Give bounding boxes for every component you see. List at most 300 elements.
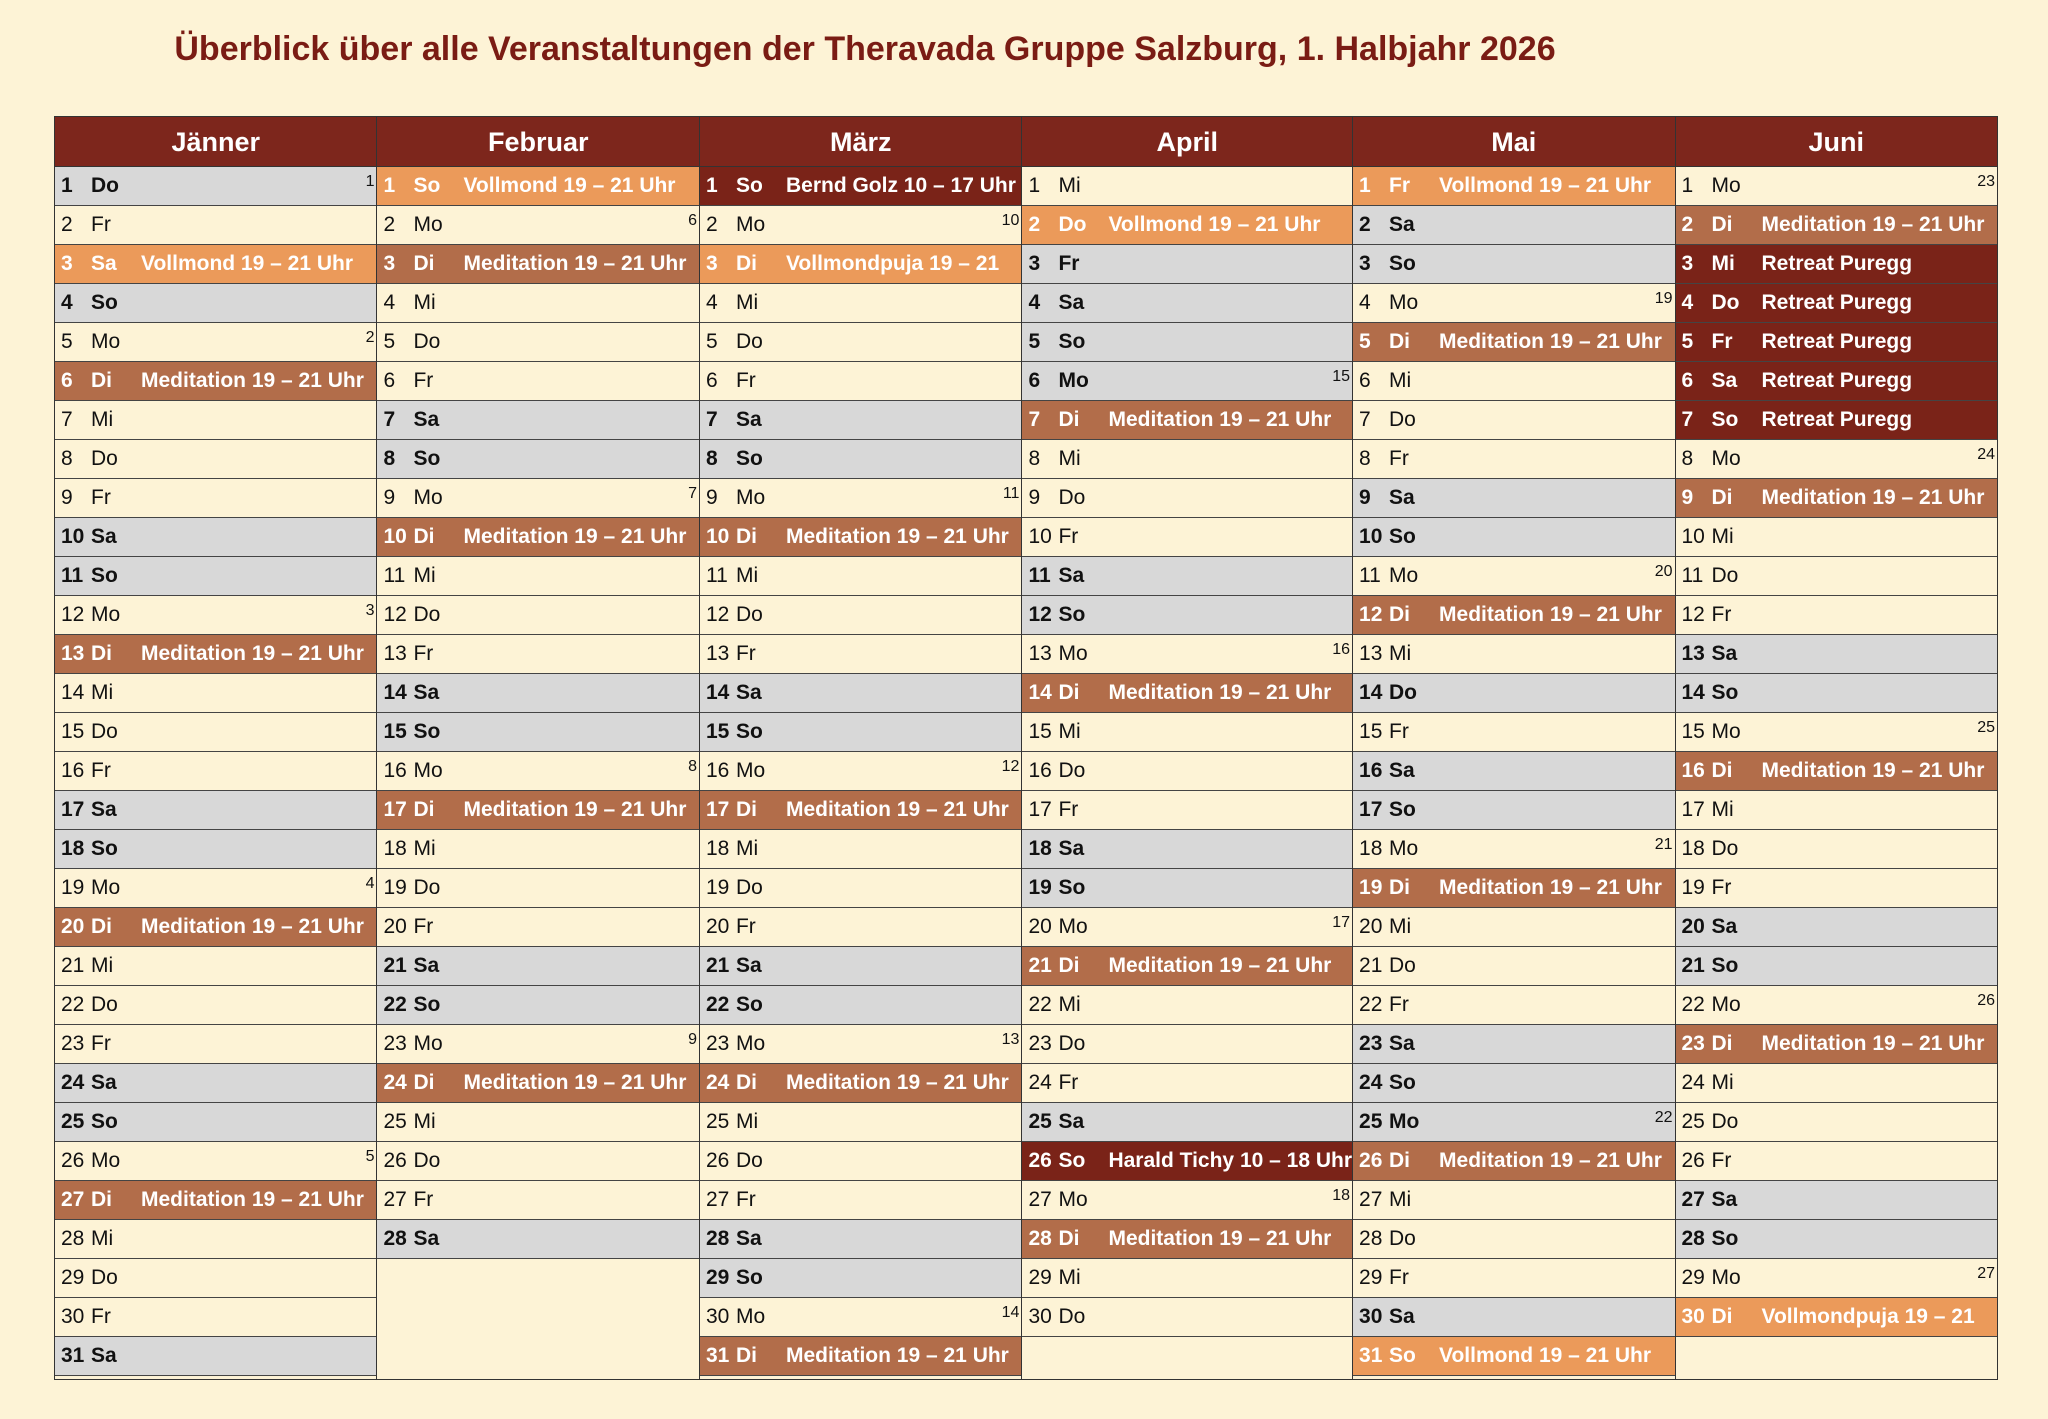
day-number: 25: [61, 1110, 85, 1133]
day-number: 23: [1359, 1032, 1383, 1055]
week-number: 1: [365, 173, 375, 190]
day-row: [1353, 440, 1674, 479]
day-row: [700, 479, 1021, 518]
weekday-name: Fr: [1389, 993, 1409, 1016]
weekday-name: Mi: [1058, 993, 1081, 1016]
weekday-name: Do: [735, 603, 763, 626]
weekday-name: Mo: [1058, 915, 1088, 938]
day-row: [700, 674, 1021, 713]
event-day-row: [1353, 323, 1674, 362]
week-number: 7: [688, 485, 697, 502]
day-number: 18: [61, 837, 85, 860]
weekday-name: Sa: [1389, 1305, 1415, 1328]
day-number: 16: [1359, 759, 1383, 782]
week-number: 19: [1654, 290, 1673, 307]
day-number: 29: [1028, 1266, 1052, 1289]
day-row: [1676, 791, 1997, 830]
day-number: 4: [1359, 291, 1371, 314]
weekday-name: Do: [413, 1149, 441, 1172]
weekday-name: So: [1711, 1227, 1739, 1250]
event-label: Meditation 19 – 21 Uhr: [141, 369, 364, 392]
event-label: Meditation 19 – 21 Uhr: [463, 525, 687, 548]
day-row: [1353, 1259, 1674, 1298]
weekday-name: So: [91, 291, 118, 314]
weekday-name: Mo: [1711, 174, 1741, 197]
day-row: [700, 869, 1021, 908]
week-number: 18: [1332, 1187, 1351, 1204]
event-label: Retreat Puregg: [1761, 252, 1913, 275]
event-label: Meditation 19 – 21 Uhr: [141, 1188, 364, 1211]
day-row: [377, 986, 698, 1025]
day-row: [700, 1298, 1021, 1337]
weekday-name: Fr: [1711, 1149, 1732, 1172]
day-row: [1022, 284, 1352, 323]
day-number: 15: [705, 720, 730, 743]
event-day-row: [1676, 206, 1997, 245]
day-row: [1353, 635, 1674, 674]
day-number: 3: [1028, 252, 1041, 275]
day-row: [55, 1337, 376, 1376]
day-row: [1676, 674, 1997, 713]
weekday-name: Fr: [1389, 447, 1409, 470]
day-number: 5: [61, 330, 73, 353]
day-row: [377, 1103, 698, 1142]
day-number: 22: [1028, 993, 1052, 1016]
weekday-name: Sa: [1058, 837, 1085, 860]
day-row: [55, 557, 376, 596]
weekday-name: Di: [1389, 1149, 1411, 1172]
weekday-name: So: [1389, 252, 1416, 275]
day-row: [1353, 986, 1674, 1025]
day-number: 13: [1359, 642, 1383, 665]
day-number: 27: [383, 1188, 407, 1211]
weekday-name: Di: [91, 1188, 112, 1211]
day-number: 8: [705, 447, 718, 470]
event-day-row: [377, 245, 698, 284]
weekday-name: Di: [1711, 213, 1733, 236]
day-row: [377, 1142, 698, 1181]
day-number: 12: [61, 603, 85, 626]
event-day-row: [1022, 206, 1352, 245]
day-row: [55, 518, 376, 557]
event-day-row: [1353, 167, 1674, 206]
weekday-name: Mo: [735, 213, 766, 236]
weekday-name: Di: [1389, 330, 1411, 353]
weekday-name: Mo: [1058, 369, 1089, 392]
weekday-name: Fr: [1058, 525, 1079, 548]
event-label: Vollmond 19 – 21 Uhr: [1439, 174, 1652, 197]
day-number: 22: [61, 993, 85, 1016]
event-label: Meditation 19 – 21 Uhr: [1761, 213, 1985, 236]
weekday-name: Sa: [1389, 213, 1415, 236]
day-number: 21: [383, 954, 407, 977]
day-row: [1676, 869, 1997, 908]
weekday-name: Sa: [1711, 915, 1738, 938]
month-header: Jänner: [55, 117, 376, 167]
day-row: [377, 206, 698, 245]
day-row: [55, 869, 376, 908]
day-number: 15: [1681, 720, 1705, 743]
day-number: 4: [383, 291, 396, 314]
day-number: 2: [61, 213, 73, 236]
weekday-name: Di: [1711, 1305, 1733, 1328]
weekday-name: Di: [413, 525, 435, 548]
weekday-name: Do: [735, 876, 763, 899]
day-number: 25: [1681, 1110, 1705, 1133]
day-row: [55, 947, 376, 986]
weekday-name: Sa: [1711, 642, 1738, 665]
day-number: 1: [1028, 174, 1041, 197]
weekday-name: Mo: [735, 1032, 766, 1055]
event-label: Meditation 19 – 21 Uhr: [463, 798, 687, 821]
event-label: Meditation 19 – 21 Uhr: [785, 798, 1009, 821]
week-number: 22: [1654, 1109, 1673, 1126]
weekday-name: Mo: [735, 486, 766, 509]
event-label: Meditation 19 – 21 Uhr: [1108, 408, 1332, 431]
day-number: 26: [61, 1149, 85, 1172]
day-row: [1022, 167, 1352, 206]
weekday-name: Mo: [1711, 1266, 1741, 1289]
empty-cell: [1022, 1337, 1352, 1379]
week-number: 16: [1332, 641, 1351, 658]
day-number: 16: [1681, 759, 1705, 782]
empty-cell: [1676, 1337, 1997, 1379]
day-row: [700, 947, 1021, 986]
day-number: 10: [61, 525, 85, 548]
day-row: [700, 596, 1021, 635]
event-day-row: [700, 245, 1021, 284]
event-label: Retreat Puregg: [1761, 330, 1913, 353]
weekday-name: Mo: [1711, 993, 1741, 1016]
weekday-name: Fr: [735, 642, 756, 665]
event-label: Meditation 19 – 21 Uhr: [1761, 486, 1985, 509]
event-day-row: [700, 1337, 1021, 1376]
day-row: [1353, 1064, 1674, 1103]
day-row: [55, 167, 376, 206]
weekday-name: Mi: [1058, 1266, 1081, 1289]
day-number: 24: [1681, 1071, 1705, 1094]
day-row: [1353, 479, 1674, 518]
day-row: [1022, 479, 1352, 518]
day-number: 10: [705, 525, 730, 548]
weekday-name: Mo: [413, 759, 443, 782]
week-number: 3: [365, 602, 375, 619]
day-row: [700, 362, 1021, 401]
day-number: 24: [61, 1071, 85, 1094]
weekday-name: Sa: [735, 681, 762, 704]
day-row: [1022, 830, 1352, 869]
day-number: 8: [383, 447, 396, 470]
day-row: [377, 557, 698, 596]
weekday-name: Sa: [413, 1227, 440, 1250]
weekday-name: Sa: [1711, 1188, 1738, 1211]
month-column: [1676, 117, 1997, 1379]
day-number: 28: [1359, 1227, 1383, 1250]
day-number: 1: [1681, 174, 1694, 197]
day-number: 8: [61, 447, 73, 470]
weekday-name: Mo: [413, 1032, 443, 1055]
day-row: [1676, 596, 1997, 635]
day-number: 21: [1359, 954, 1383, 977]
week-number: 6: [688, 212, 697, 229]
day-row: [377, 362, 698, 401]
day-row: [700, 440, 1021, 479]
day-number: 3: [61, 252, 73, 275]
day-number: 11: [61, 564, 84, 587]
weekday-name: Mi: [735, 837, 759, 860]
event-day-row: [700, 791, 1021, 830]
day-row: [1022, 635, 1352, 674]
day-number: 2: [1681, 213, 1694, 236]
day-row: [1022, 1259, 1352, 1298]
day-number: 12: [1359, 603, 1383, 626]
weekday-name: Fr: [413, 642, 434, 665]
week-number: 20: [1654, 563, 1673, 580]
weekday-name: Do: [1711, 1110, 1739, 1133]
day-number: 14: [1028, 681, 1052, 704]
day-number: 30: [1359, 1305, 1383, 1328]
month-column: [55, 117, 377, 1379]
day-number: 27: [1359, 1188, 1383, 1211]
event-label: Retreat Puregg: [1761, 291, 1913, 314]
day-number: 9: [1359, 486, 1371, 509]
day-number: 28: [383, 1227, 407, 1250]
day-row: [55, 401, 376, 440]
weekday-name: Do: [1711, 291, 1740, 314]
day-number: 19: [1681, 876, 1705, 899]
weekday-name: Sa: [91, 1344, 117, 1367]
page-title: Überblick über alle Veranstaltungen der Theravada Gruppe Salzburg, 1. Halbjahr 2026: [174, 30, 1556, 68]
day-number: 1: [705, 174, 718, 197]
weekday-name: Mo: [91, 876, 121, 899]
weekday-name: So: [1711, 681, 1739, 704]
weekday-name: Mi: [1058, 447, 1081, 470]
weekday-name: Sa: [91, 1071, 117, 1094]
day-number: 25: [1028, 1110, 1052, 1133]
weekday-name: Fr: [735, 1188, 756, 1211]
day-number: 19: [1028, 876, 1052, 899]
weekday-name: Do: [91, 1266, 118, 1289]
day-number: 22: [1359, 993, 1383, 1016]
day-row: [1353, 518, 1674, 557]
day-number: 24: [1028, 1071, 1052, 1094]
day-row: [1022, 869, 1352, 908]
day-number: 25: [383, 1110, 407, 1133]
month-header: März: [700, 117, 1021, 167]
weekday-name: Mi: [1058, 720, 1081, 743]
day-number: 18: [1028, 837, 1052, 860]
event-day-row: [377, 1064, 698, 1103]
event-day-row: [1022, 1142, 1352, 1181]
day-number: 17: [1028, 798, 1052, 821]
weekday-name: So: [91, 1110, 118, 1133]
weekday-name: So: [413, 447, 441, 470]
weekday-name: So: [1058, 876, 1086, 899]
event-label: Meditation 19 – 21 Uhr: [785, 1071, 1009, 1094]
weekday-name: Sa: [1389, 486, 1415, 509]
day-number: 31: [61, 1344, 85, 1367]
day-number: 5: [1028, 330, 1041, 353]
day-number: 26: [1681, 1149, 1705, 1172]
day-number: 21: [61, 954, 85, 977]
day-number: 12: [1028, 603, 1052, 626]
weekday-name: Do: [735, 1149, 763, 1172]
event-label: Meditation 19 – 21 Uhr: [141, 642, 364, 665]
weekday-name: Di: [413, 252, 435, 275]
event-label: Meditation 19 – 21 Uhr: [1108, 681, 1332, 704]
day-row: [700, 401, 1021, 440]
day-row: [377, 323, 698, 362]
week-number: 5: [365, 1148, 375, 1165]
day-number: 29: [705, 1266, 730, 1289]
day-row: [377, 674, 698, 713]
day-number: 2: [705, 213, 718, 236]
day-number: 17: [61, 798, 85, 821]
event-day-row: [1353, 1337, 1674, 1376]
day-number: 15: [1028, 720, 1052, 743]
day-row: [1676, 986, 1997, 1025]
weekday-name: Mi: [1389, 1188, 1412, 1211]
weekday-name: Sa: [735, 1227, 762, 1250]
day-row: [55, 284, 376, 323]
weekday-name: Mi: [413, 1110, 436, 1133]
day-row: [1022, 1025, 1352, 1064]
weekday-name: So: [1711, 954, 1739, 977]
day-number: 10: [1028, 525, 1052, 548]
weekday-name: Fr: [735, 369, 756, 392]
day-row: [1022, 1103, 1352, 1142]
weekday-name: Mo: [91, 330, 121, 353]
day-number: 18: [1359, 837, 1383, 860]
day-row: [1676, 1220, 1997, 1259]
day-number: 17: [1681, 798, 1705, 821]
weekday-name: Fr: [735, 915, 756, 938]
weekday-name: Mi: [735, 1110, 759, 1133]
weekday-name: Di: [1058, 954, 1080, 977]
day-row: [377, 713, 698, 752]
weekday-name: Fr: [413, 1188, 434, 1211]
day-row: [377, 284, 698, 323]
day-number: 2: [1359, 213, 1371, 236]
event-label: Meditation 19 – 21 Uhr: [785, 1344, 1009, 1367]
day-number: 10: [383, 525, 407, 548]
day-number: 4: [705, 291, 718, 314]
weekday-name: Fr: [1389, 174, 1411, 197]
day-number: 30: [1681, 1305, 1705, 1328]
day-row: [55, 674, 376, 713]
day-number: 12: [705, 603, 730, 626]
weekday-name: Sa: [91, 252, 117, 275]
weekday-name: So: [413, 720, 441, 743]
day-row: [55, 1220, 376, 1259]
weekday-name: So: [1058, 603, 1086, 626]
day-number: 11: [1681, 564, 1704, 587]
weekday-name: Do: [1058, 759, 1086, 782]
day-row: [55, 752, 376, 791]
weekday-name: Mi: [1711, 1071, 1734, 1094]
day-row: [700, 830, 1021, 869]
weekday-name: Di: [735, 252, 757, 275]
day-number: 27: [1028, 1188, 1052, 1211]
day-number: 3: [383, 252, 396, 275]
day-number: 10: [1681, 525, 1705, 548]
weekday-name: Do: [1389, 954, 1416, 977]
weekday-name: So: [1058, 1149, 1086, 1172]
day-number: 31: [1359, 1344, 1383, 1367]
day-row: [1022, 323, 1352, 362]
event-label: Meditation 19 – 21 Uhr: [463, 252, 687, 275]
day-row: [377, 752, 698, 791]
weekday-name: Do: [91, 447, 118, 470]
day-number: 5: [383, 330, 396, 353]
week-number: 2: [365, 329, 375, 346]
day-row: [1353, 557, 1674, 596]
day-row: [1022, 245, 1352, 284]
day-row: [377, 947, 698, 986]
event-label: Meditation 19 – 21 Uhr: [1439, 603, 1662, 626]
day-row: [1353, 1181, 1674, 1220]
event-day-row: [1022, 947, 1352, 986]
event-day-row: [1353, 596, 1674, 635]
day-number: 22: [383, 993, 407, 1016]
day-row: [377, 635, 698, 674]
day-number: 9: [705, 486, 718, 509]
day-number: 19: [1359, 876, 1383, 899]
event-day-row: [1353, 1142, 1674, 1181]
day-number: 8: [1028, 447, 1041, 470]
weekday-name: Sa: [91, 525, 117, 548]
weekday-name: Fr: [1711, 330, 1733, 353]
event-day-row: [1353, 869, 1674, 908]
event-day-row: [1022, 674, 1352, 713]
weekday-name: Mo: [1389, 564, 1419, 587]
day-number: 30: [705, 1305, 730, 1328]
day-row: [55, 323, 376, 362]
weekday-name: Di: [1058, 681, 1080, 704]
weekday-name: So: [735, 720, 763, 743]
day-row: [1676, 1181, 1997, 1220]
weekday-name: Di: [91, 642, 112, 665]
day-row: [1353, 1220, 1674, 1259]
day-number: 8: [1359, 447, 1371, 470]
event-day-row: [1676, 401, 1997, 440]
weekday-name: Di: [1389, 876, 1411, 899]
day-number: 17: [1359, 798, 1383, 821]
day-row: [1353, 401, 1674, 440]
weekday-name: Mo: [735, 759, 766, 782]
event-day-row: [1676, 479, 1997, 518]
month-column: [1353, 117, 1675, 1379]
weekday-name: Sa: [413, 408, 440, 431]
weekday-name: So: [1711, 408, 1739, 431]
day-number: 13: [1681, 642, 1705, 665]
day-row: [55, 1142, 376, 1181]
day-number: 29: [1681, 1266, 1705, 1289]
weekday-name: Sa: [413, 954, 440, 977]
day-number: 6: [1028, 369, 1041, 392]
day-number: 17: [383, 798, 407, 821]
day-number: 26: [383, 1149, 407, 1172]
weekday-name: Sa: [91, 798, 117, 821]
day-number: 11: [1359, 564, 1381, 587]
weekday-name: Di: [91, 369, 112, 392]
day-number: 30: [1028, 1305, 1052, 1328]
day-number: 19: [383, 876, 407, 899]
day-row: [700, 1025, 1021, 1064]
event-day-row: [377, 791, 698, 830]
day-number: 3: [1359, 252, 1371, 275]
weekday-name: Fr: [1058, 252, 1080, 275]
